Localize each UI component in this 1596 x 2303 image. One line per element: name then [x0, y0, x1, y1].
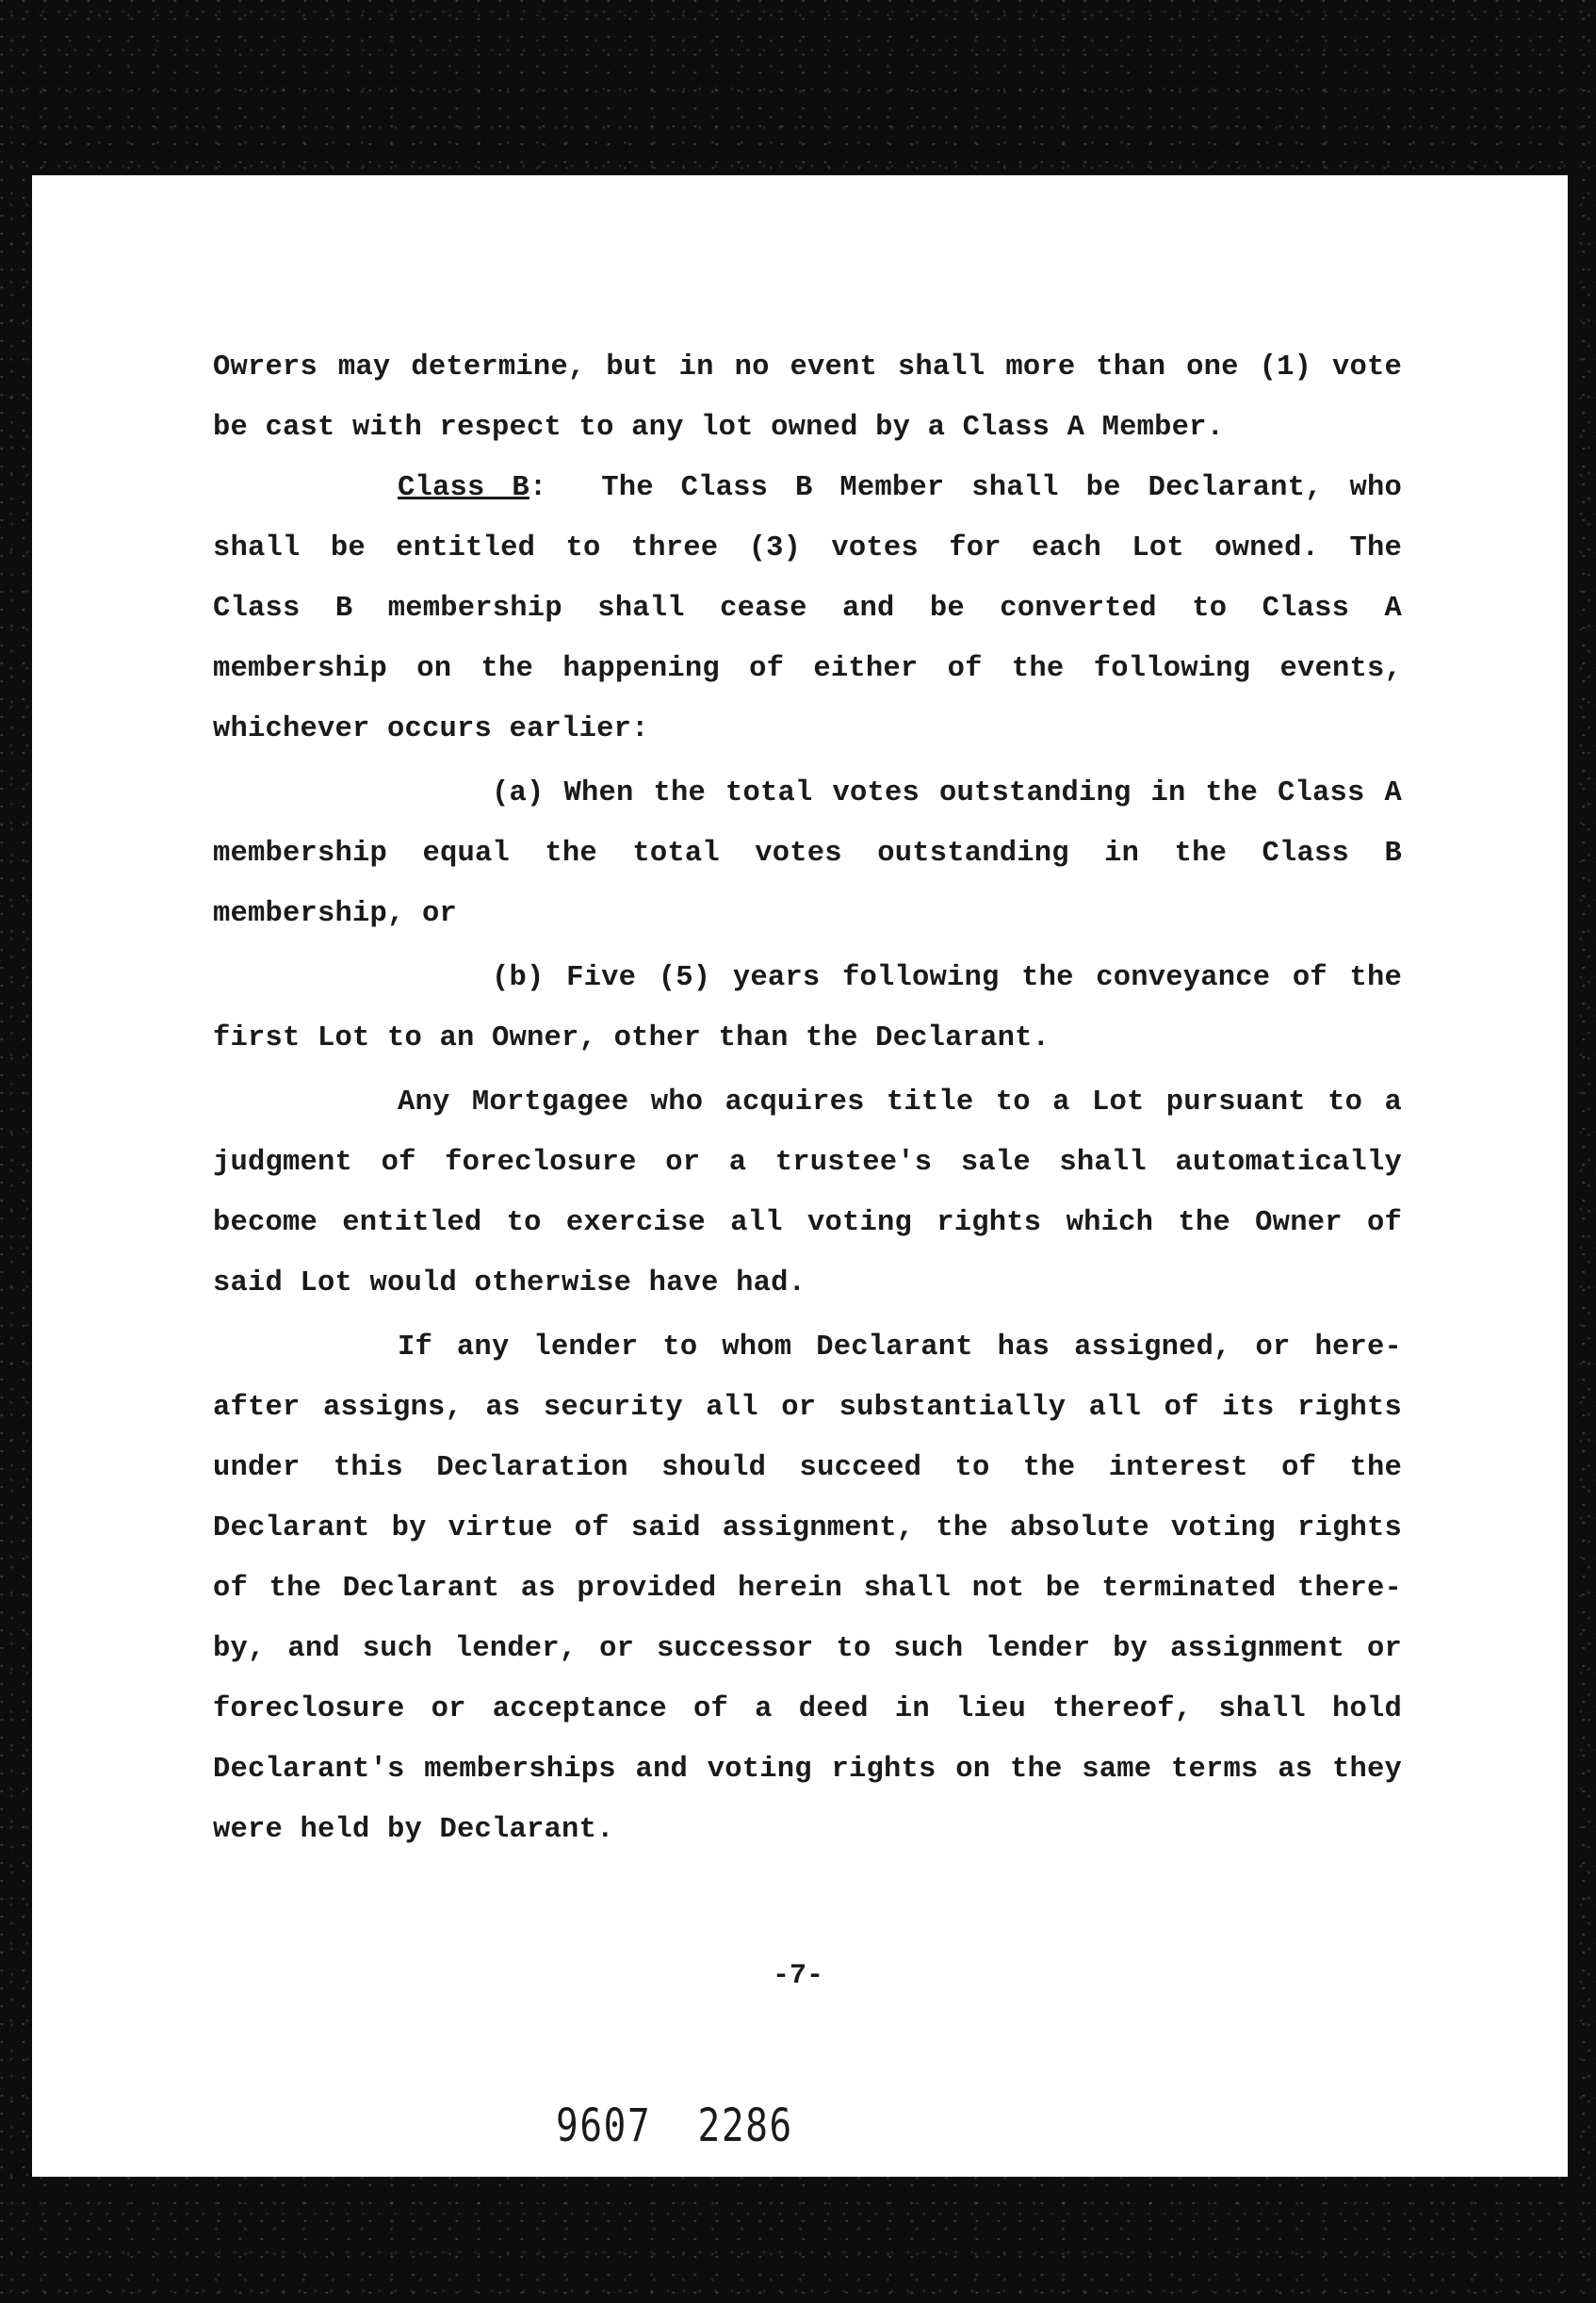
stamp-page-number: 2286 [697, 2099, 793, 2152]
text-line: first Lot to an Owner, other than the Declarant. [213, 1022, 1050, 1054]
document-body [213, 337, 1402, 1860]
text-line: of the Declarant as provided herein shall not be terminated there- [213, 1573, 1402, 1605]
text-line: become entitled to exercise all voting rights which the Owner of [213, 1207, 1402, 1239]
text-line: If any lender to whom Declarant has assigned, or here- [398, 1331, 1402, 1364]
class-b-heading: Class B [398, 472, 529, 504]
class-b-line [213, 458, 1402, 518]
stamp-book-number: 9607 [556, 2099, 652, 2152]
class-b-colon: : [529, 472, 547, 504]
text-line: after assigns, as security all or substantially all of its rights [213, 1392, 1402, 1424]
text-line: foreclosure or acceptance of a deed in lieu thereof, shall hold [213, 1693, 1402, 1725]
text-line: Owrers may determine, but in no event shall more than one (1) vote [213, 351, 1402, 384]
text-line: were held by Declarant. [213, 1814, 614, 1846]
recording-stamp [556, 2099, 793, 2152]
text-line: whichever occurs earlier: [213, 713, 649, 745]
text-line: shall be entitled to three (3) votes for each Lot owned. The [213, 532, 1402, 564]
text-line: (b) Five (5) years following the conveyance of the [492, 962, 1402, 994]
text-line: Declarant by virtue of said assignment, the absolute voting rights [213, 1512, 1402, 1544]
text-line: (a) When the total votes outstanding in the Class A [492, 777, 1402, 809]
text-line: by, and such lender, or successor to such lender by assignment or [213, 1633, 1402, 1665]
text-line: Class B membership shall cease and be converted to Class A [213, 593, 1402, 625]
text-line: The Class B Member shall be Declarant, who [601, 472, 1402, 504]
text-line: membership on the happening of either of the following events, [213, 653, 1402, 685]
text-line: membership, or [213, 898, 458, 930]
text-line: be cast with respect to any lot owned by a Class A Member. [213, 412, 1225, 444]
text-line: judgment of foreclosure or a trustee's sale shall automatically [213, 1147, 1402, 1179]
text-line: Any Mortgagee who acquires title to a Lot pursuant to a [398, 1086, 1402, 1119]
text-line: membership equal the total votes outstanding in the Class B [213, 838, 1402, 870]
text-line: said Lot would otherwise have had. [213, 1267, 806, 1299]
page-number: -7- [772, 1960, 823, 1992]
text-line: Declarant's memberships and voting rights on the same terms as they [213, 1754, 1402, 1786]
text-line: under this Declaration should succeed to the interest of the [213, 1452, 1402, 1484]
